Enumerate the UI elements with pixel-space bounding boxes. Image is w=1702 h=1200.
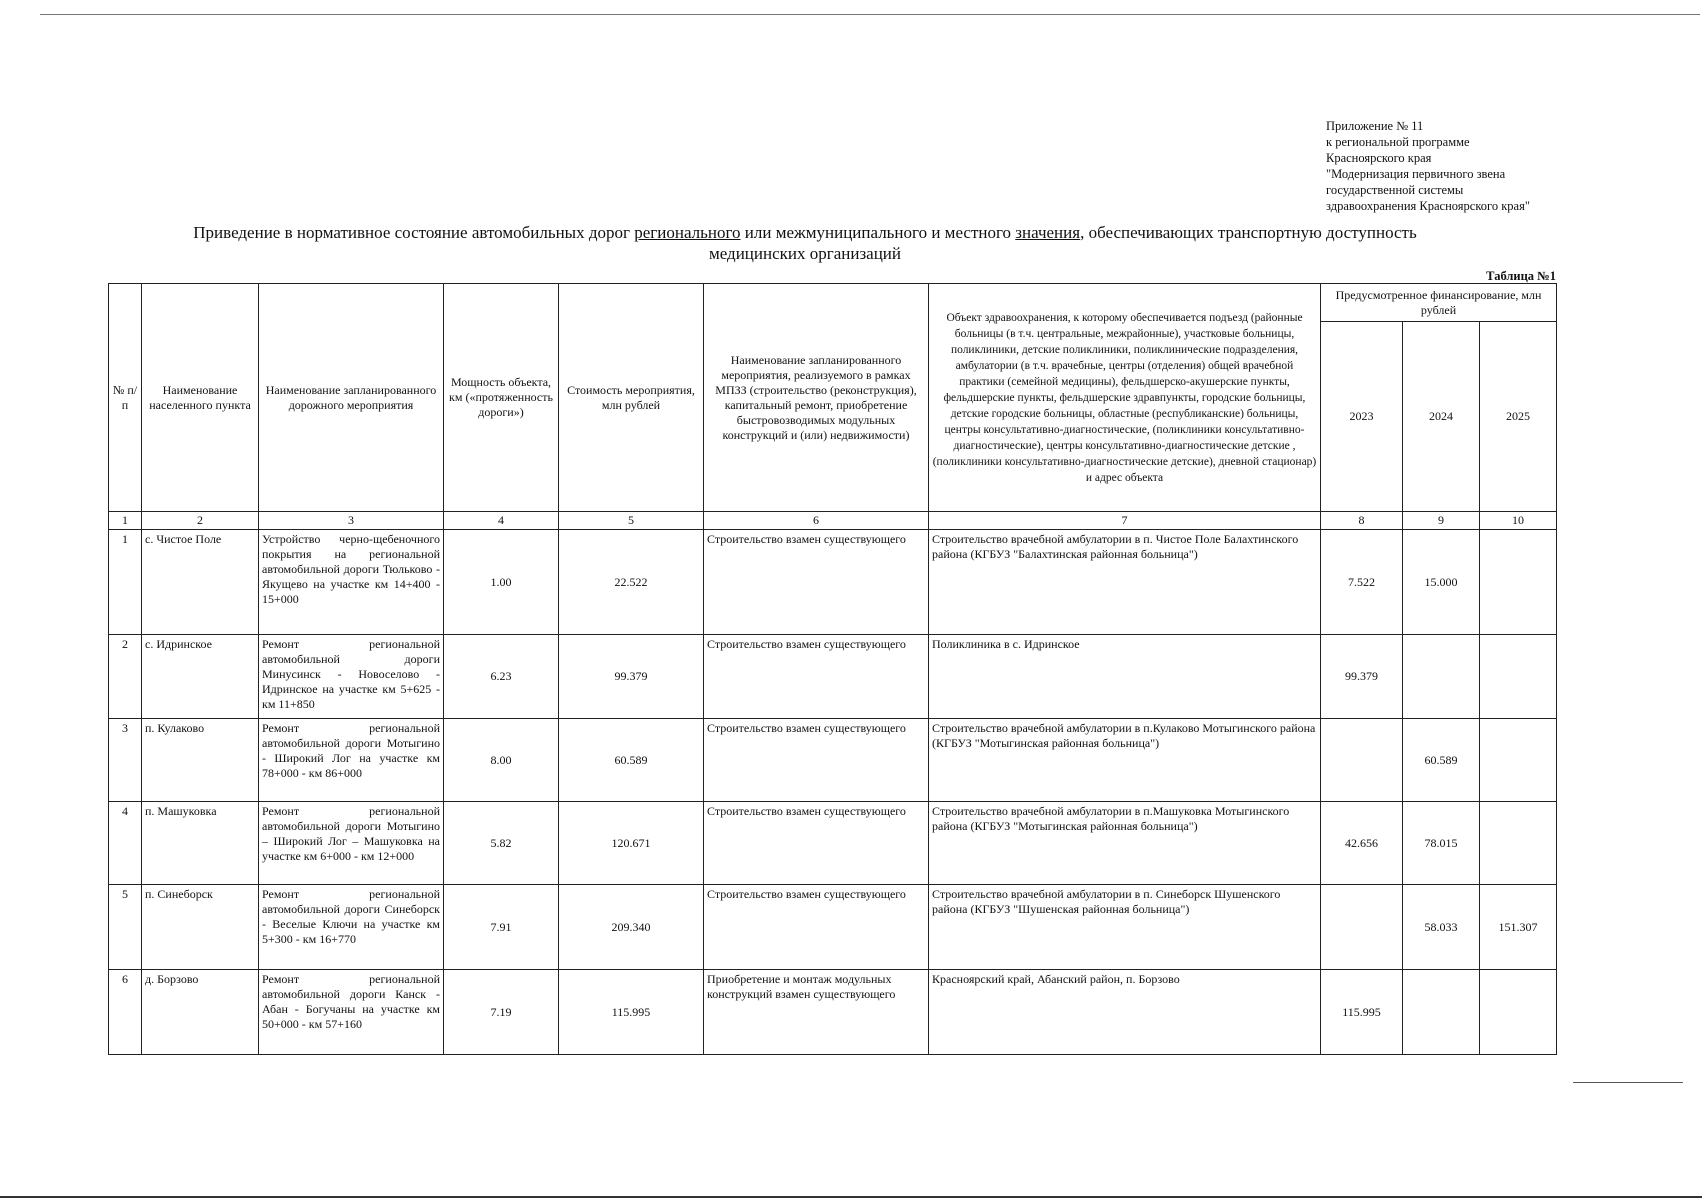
health-object-cell: Строительство врачебной амбулатории в п.Машуковка Мотыгинского района (КГБУЗ "Мотыгинская районная больница") bbox=[929, 802, 1321, 885]
mpzz-event-cell: Строительство взамен существующего bbox=[704, 719, 929, 802]
column-number: 6 bbox=[704, 512, 929, 530]
capacity-cell: 8.00 bbox=[444, 719, 559, 802]
financing-2024-cell: 78.015 bbox=[1403, 802, 1480, 885]
column-number: 8 bbox=[1321, 512, 1403, 530]
settlement-cell: п. Кулаково bbox=[142, 719, 259, 802]
financing-2024-cell bbox=[1403, 970, 1480, 1055]
mpzz-event-cell: Строительство взамен существующего bbox=[704, 802, 929, 885]
title-text: Приведение в нормативное состояние автомобильных дорог bbox=[193, 223, 635, 242]
financing-2024-cell bbox=[1403, 635, 1480, 719]
cost-cell: 120.671 bbox=[559, 802, 704, 885]
cost-cell: 60.589 bbox=[559, 719, 704, 802]
title-line-2: медицинских организаций bbox=[708, 244, 902, 263]
table-row bbox=[109, 885, 1557, 970]
column-number: 9 bbox=[1403, 512, 1480, 530]
road-event-cell: Ремонт региональной автомобильной дороги Канск - Абан - Богучаны на участке км 50+000 - км 57+160 bbox=[259, 970, 444, 1055]
title-text: или межмуниципального и местного bbox=[740, 223, 1016, 242]
document-title bbox=[150, 222, 1460, 264]
column-number: 10 bbox=[1480, 512, 1557, 530]
column-number: 1 bbox=[109, 512, 142, 530]
table-row bbox=[109, 970, 1557, 1055]
health-object-cell: Строительство врачебной амбулатории в п.Кулаково Мотыгинского района (КГБУЗ "Мотыгинская районная больница") bbox=[929, 719, 1321, 802]
financing-2023-cell: 99.379 bbox=[1321, 635, 1403, 719]
row-number: 4 bbox=[109, 802, 142, 885]
appendix-note bbox=[1326, 118, 1656, 214]
road-event-cell: Устройство черно-щебеночного покрытия на региональной автомобильной дороги Тюльково - Якущево на участке км 14+400 - 15+000 bbox=[259, 530, 444, 635]
title-line-1 bbox=[150, 222, 1460, 243]
table-row bbox=[109, 530, 1557, 635]
road-event-cell: Ремонт региональной автомобильной дороги Синеборск - Веселые Ключи на участке км 5+300 - км 16+770 bbox=[259, 885, 444, 970]
road-event-cell: Ремонт региональной автомобильной дороги Минусинск - Новоселово - Идринское на участке км 5+625 - км 11+850 bbox=[259, 635, 444, 719]
health-object-cell: Строительство врачебной амбулатории в п. Чистое Поле Балахтинского района (КГБУЗ "Балахтинская районная больница") bbox=[929, 530, 1321, 635]
mpzz-event-cell: Приобретение и монтаж модульных конструкций взамен существующего bbox=[704, 970, 929, 1055]
row-number: 6 bbox=[109, 970, 142, 1055]
financing-2023-cell bbox=[1321, 885, 1403, 970]
financing-2025-cell bbox=[1480, 802, 1557, 885]
scan-edge-top bbox=[40, 14, 1700, 15]
health-object-cell: Поликлиника в с. Идринское bbox=[929, 635, 1321, 719]
settlement-cell: п. Машуковка bbox=[142, 802, 259, 885]
scan-edge-mark bbox=[1573, 1082, 1683, 1083]
header-year-2025: 2025 bbox=[1480, 322, 1557, 512]
appendix-line: Приложение № 11 bbox=[1326, 119, 1424, 133]
financing-2025-cell bbox=[1480, 635, 1557, 719]
title-text: , обеспечивающих транспортную доступность bbox=[1080, 223, 1417, 242]
header-year-2023: 2023 bbox=[1321, 322, 1403, 512]
health-object-cell: Красноярский край, Абанский район, п. Борзово bbox=[929, 970, 1321, 1055]
mpzz-event-cell: Строительство взамен существующего bbox=[704, 635, 929, 719]
mpzz-event-cell: Строительство взамен существующего bbox=[704, 885, 929, 970]
header-road-event: Наименование запланированного дорожного мероприятия bbox=[259, 284, 444, 512]
financing-2023-cell: 42.656 bbox=[1321, 802, 1403, 885]
capacity-cell: 5.82 bbox=[444, 802, 559, 885]
cost-cell: 22.522 bbox=[559, 530, 704, 635]
column-number: 4 bbox=[444, 512, 559, 530]
settlement-cell: с. Чистое Поле bbox=[142, 530, 259, 635]
financing-2024-cell: 58.033 bbox=[1403, 885, 1480, 970]
road-event-cell: Ремонт региональной автомобильной дороги Мотыгино – Широкий Лог – Машуковка на участке км 6+000 - км 12+000 bbox=[259, 802, 444, 885]
column-number-row bbox=[109, 512, 1557, 530]
row-number: 1 bbox=[109, 530, 142, 635]
capacity-cell: 7.19 bbox=[444, 970, 559, 1055]
cost-cell: 115.995 bbox=[559, 970, 704, 1055]
row-number: 3 bbox=[109, 719, 142, 802]
financing-2025-cell bbox=[1480, 530, 1557, 635]
cost-cell: 209.340 bbox=[559, 885, 704, 970]
row-number: 2 bbox=[109, 635, 142, 719]
row-number: 5 bbox=[109, 885, 142, 970]
title-underlined-text: регионального bbox=[634, 223, 741, 242]
table-row bbox=[109, 635, 1557, 719]
title-underlined-text: значения bbox=[1015, 223, 1081, 242]
header-mpzz-event: Наименование запланированного мероприятия, реализуемого в рамках МПЗЗ (строительство (реконструкция), капитальный ремонт, приобретение быстровозводимых модульных конструкций и (или) недвижимости) bbox=[704, 284, 929, 512]
header-year-2024: 2024 bbox=[1403, 322, 1480, 512]
header-cost: Стоимость мероприятия, млн рублей bbox=[559, 284, 704, 512]
capacity-cell: 7.91 bbox=[444, 885, 559, 970]
table-row bbox=[109, 719, 1557, 802]
table-label: Таблица №1 bbox=[1486, 269, 1556, 283]
column-number: 3 bbox=[259, 512, 444, 530]
header-capacity: Мощность объекта, км («протяженность дороги») bbox=[444, 284, 559, 512]
financing-2025-cell bbox=[1480, 970, 1557, 1055]
column-number: 2 bbox=[142, 512, 259, 530]
financing-2025-cell: 151.307 bbox=[1480, 885, 1557, 970]
table-row bbox=[109, 802, 1557, 885]
health-object-cell: Строительство врачебной амбулатории в п. Синеборск Шушенского района (КГБУЗ "Шушенская районная больница") bbox=[929, 885, 1321, 970]
settlement-cell: п. Синеборск bbox=[142, 885, 259, 970]
appendix-line: государственной системы bbox=[1326, 183, 1464, 197]
financing-2024-cell: 60.589 bbox=[1403, 719, 1480, 802]
scan-edge-bottom bbox=[0, 1196, 1702, 1198]
header-number: № п/п bbox=[109, 284, 142, 512]
appendix-line: Красноярского края bbox=[1326, 151, 1432, 165]
header-health-object: Объект здравоохранения, к которому обеспечивается подъезд (районные больницы (в т.ч. центральные, межрайонные), участковые больницы, поликлиники, детские поликлиники, поликлинические подразделения, амбулатории (в т.ч. врачебные, центры (отделения) общей врачебной практики (семейной медицины), фельдшерско-акушерские пункты, фельдшерские пункты, фельдшерские здравпункты, городские больницы, детские городские больницы, областные (республиканские) больницы, центры консультативно-диагностические, (поликлиники консультативно-диагностические), центры консультативно-диагностические детские , (поликлиники консультативно-диагностические детские), дневной стационар) и адрес объекта bbox=[929, 284, 1321, 512]
roads-table bbox=[108, 283, 1557, 1055]
header-settlement: Наименование населенного пункта bbox=[142, 284, 259, 512]
appendix-line: к региональной программе bbox=[1326, 135, 1470, 149]
financing-2025-cell bbox=[1480, 719, 1557, 802]
capacity-cell: 1.00 bbox=[444, 530, 559, 635]
appendix-line: "Модернизация первичного звена bbox=[1326, 167, 1506, 181]
appendix-line: здравоохранения Красноярского края" bbox=[1326, 199, 1530, 213]
column-number: 7 bbox=[929, 512, 1321, 530]
column-number: 5 bbox=[559, 512, 704, 530]
road-event-cell: Ремонт региональной автомобильной дороги Мотыгино - Широкий Лог на участке км 78+000 - км 86+000 bbox=[259, 719, 444, 802]
financing-2023-cell: 115.995 bbox=[1321, 970, 1403, 1055]
financing-2024-cell: 15.000 bbox=[1403, 530, 1480, 635]
settlement-cell: с. Идринское bbox=[142, 635, 259, 719]
header-financing: Предусмотренное финансирование, млн рублей bbox=[1321, 284, 1557, 322]
mpzz-event-cell: Строительство взамен существующего bbox=[704, 530, 929, 635]
settlement-cell: д. Борзово bbox=[142, 970, 259, 1055]
financing-2023-cell bbox=[1321, 719, 1403, 802]
financing-2023-cell: 7.522 bbox=[1321, 530, 1403, 635]
capacity-cell: 6.23 bbox=[444, 635, 559, 719]
cost-cell: 99.379 bbox=[559, 635, 704, 719]
